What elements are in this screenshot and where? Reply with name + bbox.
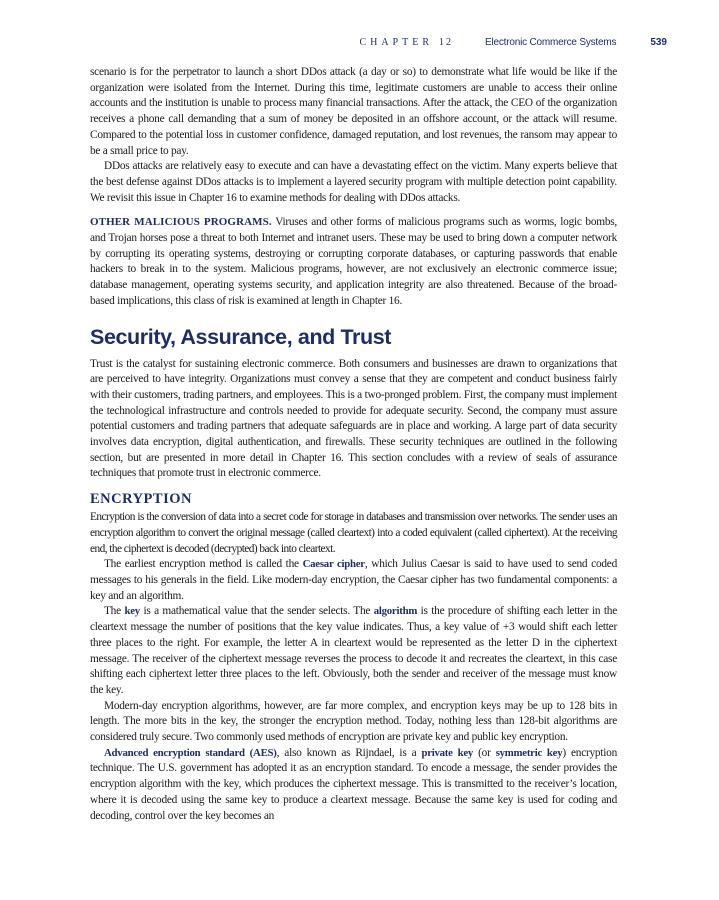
text-run: The earliest encryption method is called the [104,558,303,571]
paragraph-aes [90,746,617,825]
paragraph-encryption-definition: Encryption is the conversion of data into a secret code for storage in databases and transmission over networks. The sender uses an encryption algorithm to convert the original message (called cleartext) into a coded equivalent (called ciphertext). At the receiving end, the ciphertext is decoded (decrypted) back into cleartext. [90,511,617,555]
paragraph-trust: Trust is the catalyst for sustaining electronic commerce. Both consumers and businesses are drawn to organizations that are perceived to have integrity. Organizations must convey a sense that they are competent and conduct business fairly with their customers, trading partners, and employees. This is a two-pronged problem. First, the company must implement the technological infrastructure and controls needed to provide for adequate security. Second, the company must assure potential customers and trading partners that adequate safeguards are in place and working. A large part of data security involves data encryption, digital authentication, and firewalls. These security techniques are outlined in the following section, but are presented in more detail in Chapter 16. This section concludes with a review of seals of assurance techniques that promote trust in electronic commerce. [90,357,617,480]
paragraph-malicious-programs [90,215,617,309]
chapter-number: 12 [439,36,453,48]
paragraph-ransom-scenario: scenario is for the perpetrator to launch a short DDos attack (a day or so) to demonstrate what life would be like if the organization were isolated from the Internet. During this time, legitimate customers are unable to access their online accounts and the institution is unable to process many financial transactions. After the attack, the CEO of the organization receives a phone call demanding that a sum of money be deposited in an offshore account, or the attack will resume. Compared to the potential loss in customer confidence, damaged reputation, and lost revenues, the ransom may appear to be a small price to pay. [90,66,617,157]
term-algorithm: algorithm [373,605,418,618]
text-run: , also known as Rijndael, is a [276,746,422,759]
text-run: ) encryption technique. The U.S. government has adopted it as an encryption standard. To encode a message, the sender provides the encryption algorithm with the key, which produces the ciphertext message. This is transmitted to the receiver’s location, where it is decoded using the same key to produce a cleartext message. Because the same key is used for coding and decoding, control over the key becomes an [90,746,617,822]
paragraph-key-algorithm [90,604,617,698]
run-in-heading: OTHER MALICIOUS PROGRAMS. [90,216,272,229]
term-key: key [124,605,140,618]
paragraph-ddos-defense: DDos attacks are relatively easy to execute and can have a devastating effect on the victim. Many experts believe that the best defense against DDos attacks is to implement a layered security program with multiple detection point capability. We revisit this issue in Chapter 16 to examine methods for dealing with DDos attacks. [90,160,617,204]
text-run: is a mathematical value that the sender selects. The [139,605,374,618]
paragraph-caesar-cipher [90,557,617,604]
paragraph-text: Viruses and other forms of malicious programs such as worms, logic bombs, and Trojan horses pose a threat to both Internet and intranet users. These may be used to bring down a computer network by corrupting its operating systems, destroying or corrupting corporate databases, or capturing passwords that enable hackers to break in to the system. Malicious programs, however, are not exclusively an electronic commerce issue; database management, operating systems security, and application integrity are also threatened. Because of the broad-based implications, this class of risk is examined at length in Chapter 16. [90,216,617,307]
page-number: 539 [650,36,667,48]
section-heading: Security, Assurance, and Trust [90,324,392,349]
text-run: The [104,605,125,618]
text-run: is the procedure of shifting each letter in the cleartext message the number of positions that the key value indicates. Thus, a key value of +3 would shift each letter three places to the right. For example, the letter A in cleartext would be represented as the letter D in the ciphertext message. The receiver of the ciphertext message reverses the process to decode it and recreates the cleartext, in this case shifting each ciphertext letter three places to the left. Obviously, both the sender and receiver of the message must know the key. [90,605,617,696]
term-aes: Advanced encryption standard (AES) [104,746,277,759]
text-run: , which Julius Caesar is said to have used to send coded messages to his generals in the field. Like modern-day encryption, the Caesar cipher has two fundamental components: a key and an algorithm. [90,558,617,602]
term-private-key: private key [421,746,474,759]
text-run: (or [473,746,496,759]
paragraph-modern-encryption: Modern-day encryption algorithms, however, are far more complex, and encryption keys may be up to 128 bits in length. The more bits in the key, the stronger the encryption method. Today, nothing less than 128-bit algorithms are considered truly secure. Two commonly used methods of encryption are private key and public key encryption. [90,699,617,744]
body-text [90,65,617,824]
term-symmetric-key: symmetric key [495,746,563,759]
term-caesar-cipher: Caesar cipher [302,558,365,571]
header-section-title: Electronic Commerce Systems [485,36,617,48]
chapter-label: CHAPTER [359,36,433,48]
running-header [359,35,667,49]
subsection-heading: ENCRYPTION [90,491,192,508]
